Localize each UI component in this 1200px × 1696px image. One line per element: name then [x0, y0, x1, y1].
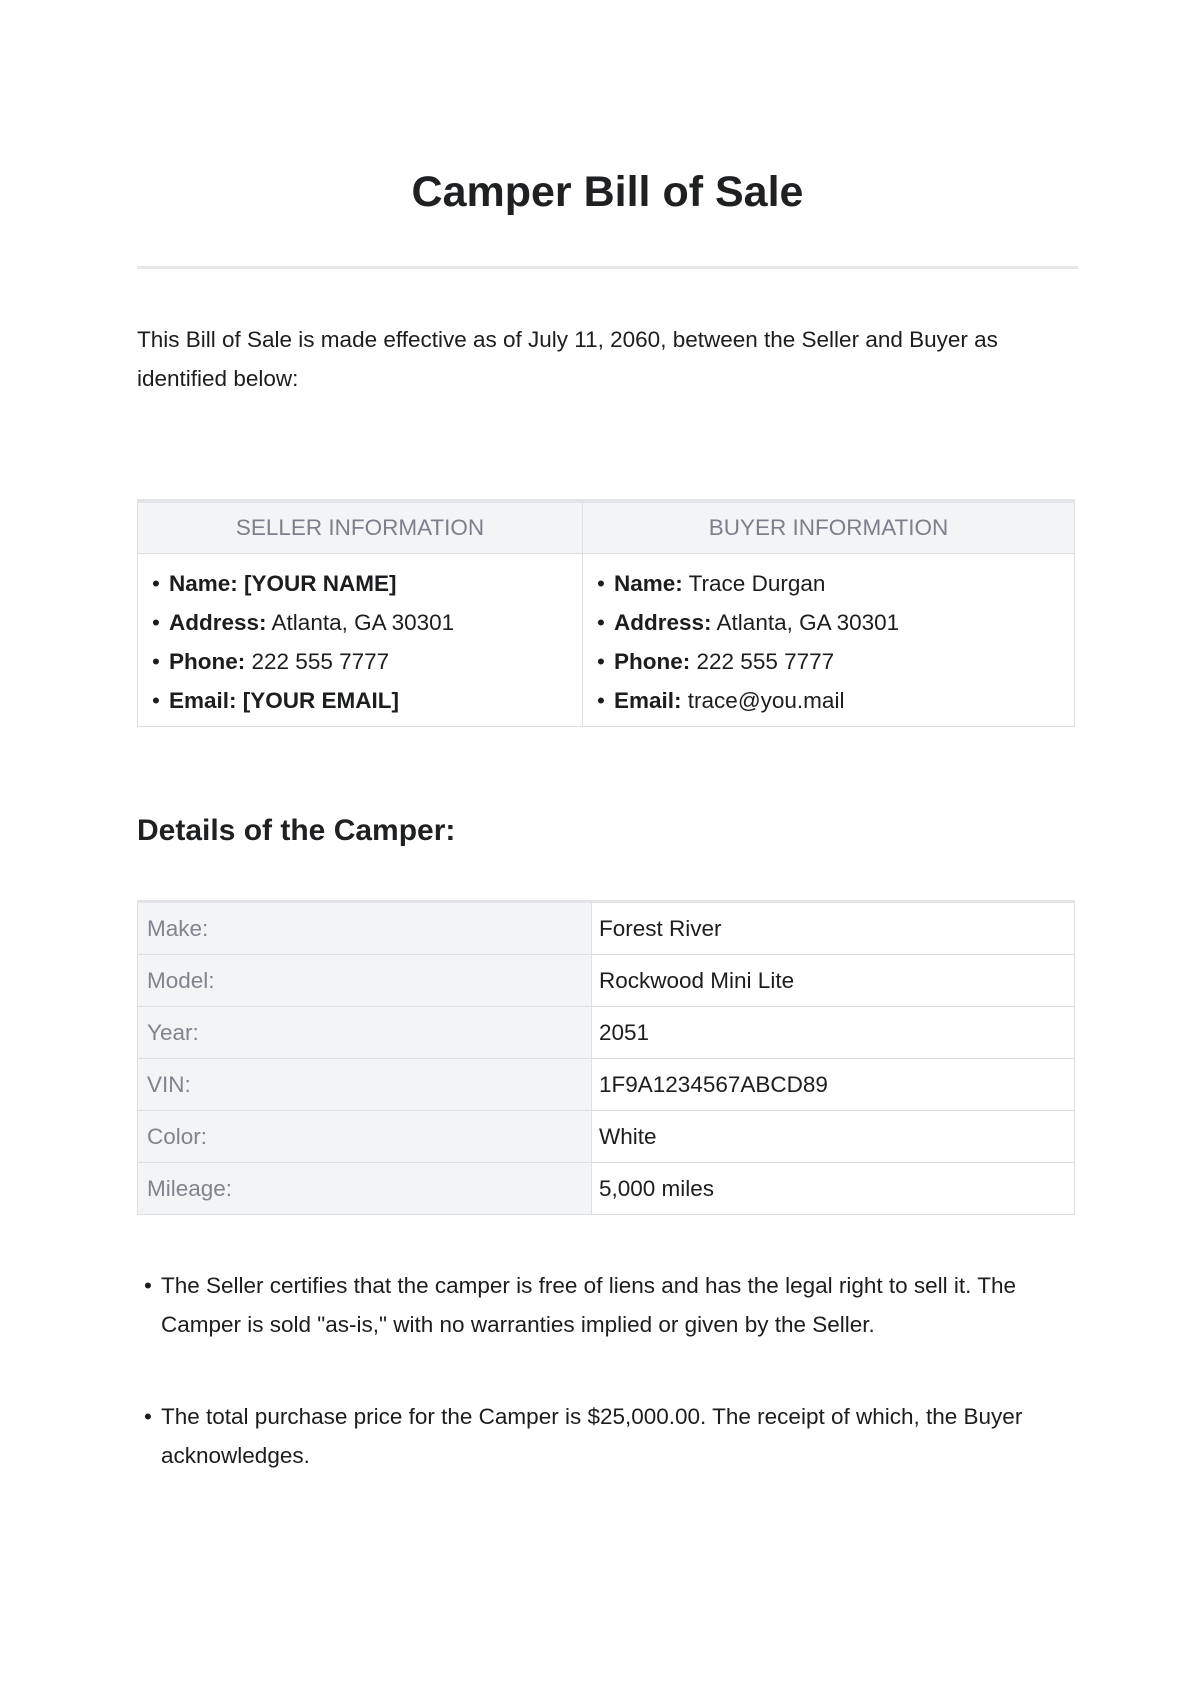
detail-label: Color: [138, 1111, 592, 1163]
title-divider [137, 266, 1078, 269]
seller-info-cell [138, 554, 583, 727]
bullet-icon: • [144, 1404, 152, 1429]
bullet-icon: • [144, 1273, 152, 1298]
bullet-icon: • [597, 571, 605, 596]
buyer-info-header: BUYER INFORMATION [583, 501, 1075, 554]
seller-email-label: Email: [169, 688, 237, 713]
seller-address-item [152, 603, 582, 642]
term-text: The Seller certifies that the camper is free of liens and has the legal right to sell it. The Camper is sold "as-is," with no warranties implied or given by the Seller. [161, 1273, 1017, 1337]
table-row [138, 1059, 1075, 1111]
buyer-email-item [597, 681, 1074, 720]
parties-header-row [138, 501, 1075, 554]
bullet-icon: • [152, 571, 160, 596]
detail-label: Make: [138, 902, 592, 955]
buyer-phone-value: 222 555 7777 [696, 649, 835, 674]
seller-email-value: [YOUR EMAIL] [242, 688, 400, 713]
detail-label: VIN: [138, 1059, 592, 1111]
document-title: Camper Bill of Sale [411, 168, 804, 216]
detail-value: 1F9A1234567ABCD89 [592, 1059, 1075, 1111]
seller-phone-value: 222 555 7777 [251, 649, 390, 674]
details-heading: Details of the Camper: [137, 814, 456, 847]
detail-value: White [592, 1111, 1075, 1163]
buyer-address-item [597, 603, 1074, 642]
camper-details-table [137, 900, 1075, 1215]
buyer-address-label: Address: [614, 610, 712, 635]
seller-phone-label: Phone: [169, 649, 246, 674]
term-text: The total purchase price for the Camper is $25,000.00. The receipt of which, the Buyer acknowledges. [161, 1404, 1023, 1468]
bullet-icon: • [597, 688, 605, 713]
intro-paragraph: This Bill of Sale is made effective as of July 11, 2060, between the Seller and Buyer as identified below: [137, 327, 998, 391]
buyer-address-value: Atlanta, GA 30301 [716, 610, 900, 635]
seller-info-header: SELLER INFORMATION [138, 501, 583, 554]
bullet-icon: • [152, 610, 160, 635]
list-item [137, 1266, 1078, 1344]
bullet-icon: • [597, 610, 605, 635]
terms-list-price [137, 1397, 1078, 1475]
buyer-email-value: trace@you.mail [687, 688, 845, 713]
table-row [138, 1111, 1075, 1163]
detail-value: 2051 [592, 1007, 1075, 1059]
seller-phone-item [152, 642, 582, 681]
table-row [138, 1163, 1075, 1215]
table-row [138, 902, 1075, 955]
list-item [137, 1397, 1078, 1475]
seller-email-item [152, 681, 582, 720]
buyer-name-value: Trace Durgan [688, 571, 826, 596]
detail-label: Model: [138, 955, 592, 1007]
buyer-name-label: Name: [614, 571, 683, 596]
buyer-name-item [597, 564, 1074, 603]
buyer-phone-item [597, 642, 1074, 681]
detail-label: Year: [138, 1007, 592, 1059]
detail-value: Rockwood Mini Lite [592, 955, 1075, 1007]
buyer-phone-label: Phone: [614, 649, 691, 674]
parties-body-row [138, 554, 1075, 727]
buyer-email-label: Email: [614, 688, 682, 713]
detail-value: 5,000 miles [592, 1163, 1075, 1215]
seller-address-value: Atlanta, GA 30301 [271, 610, 455, 635]
seller-name-value: [YOUR NAME] [244, 571, 397, 596]
table-row [138, 955, 1075, 1007]
seller-name-label: Name: [169, 571, 238, 596]
terms-list-lien [137, 1266, 1078, 1344]
table-row [138, 1007, 1075, 1059]
buyer-info-cell [583, 554, 1075, 727]
buyer-info-list [597, 564, 1074, 720]
parties-table [137, 499, 1075, 727]
bullet-icon: • [152, 649, 160, 674]
bullet-icon: • [597, 649, 605, 674]
seller-address-label: Address: [169, 610, 267, 635]
bullet-icon: • [152, 688, 160, 713]
detail-label: Mileage: [138, 1163, 592, 1215]
seller-name-item [152, 564, 582, 603]
seller-info-list [152, 564, 582, 720]
detail-value: Forest River [592, 902, 1075, 955]
